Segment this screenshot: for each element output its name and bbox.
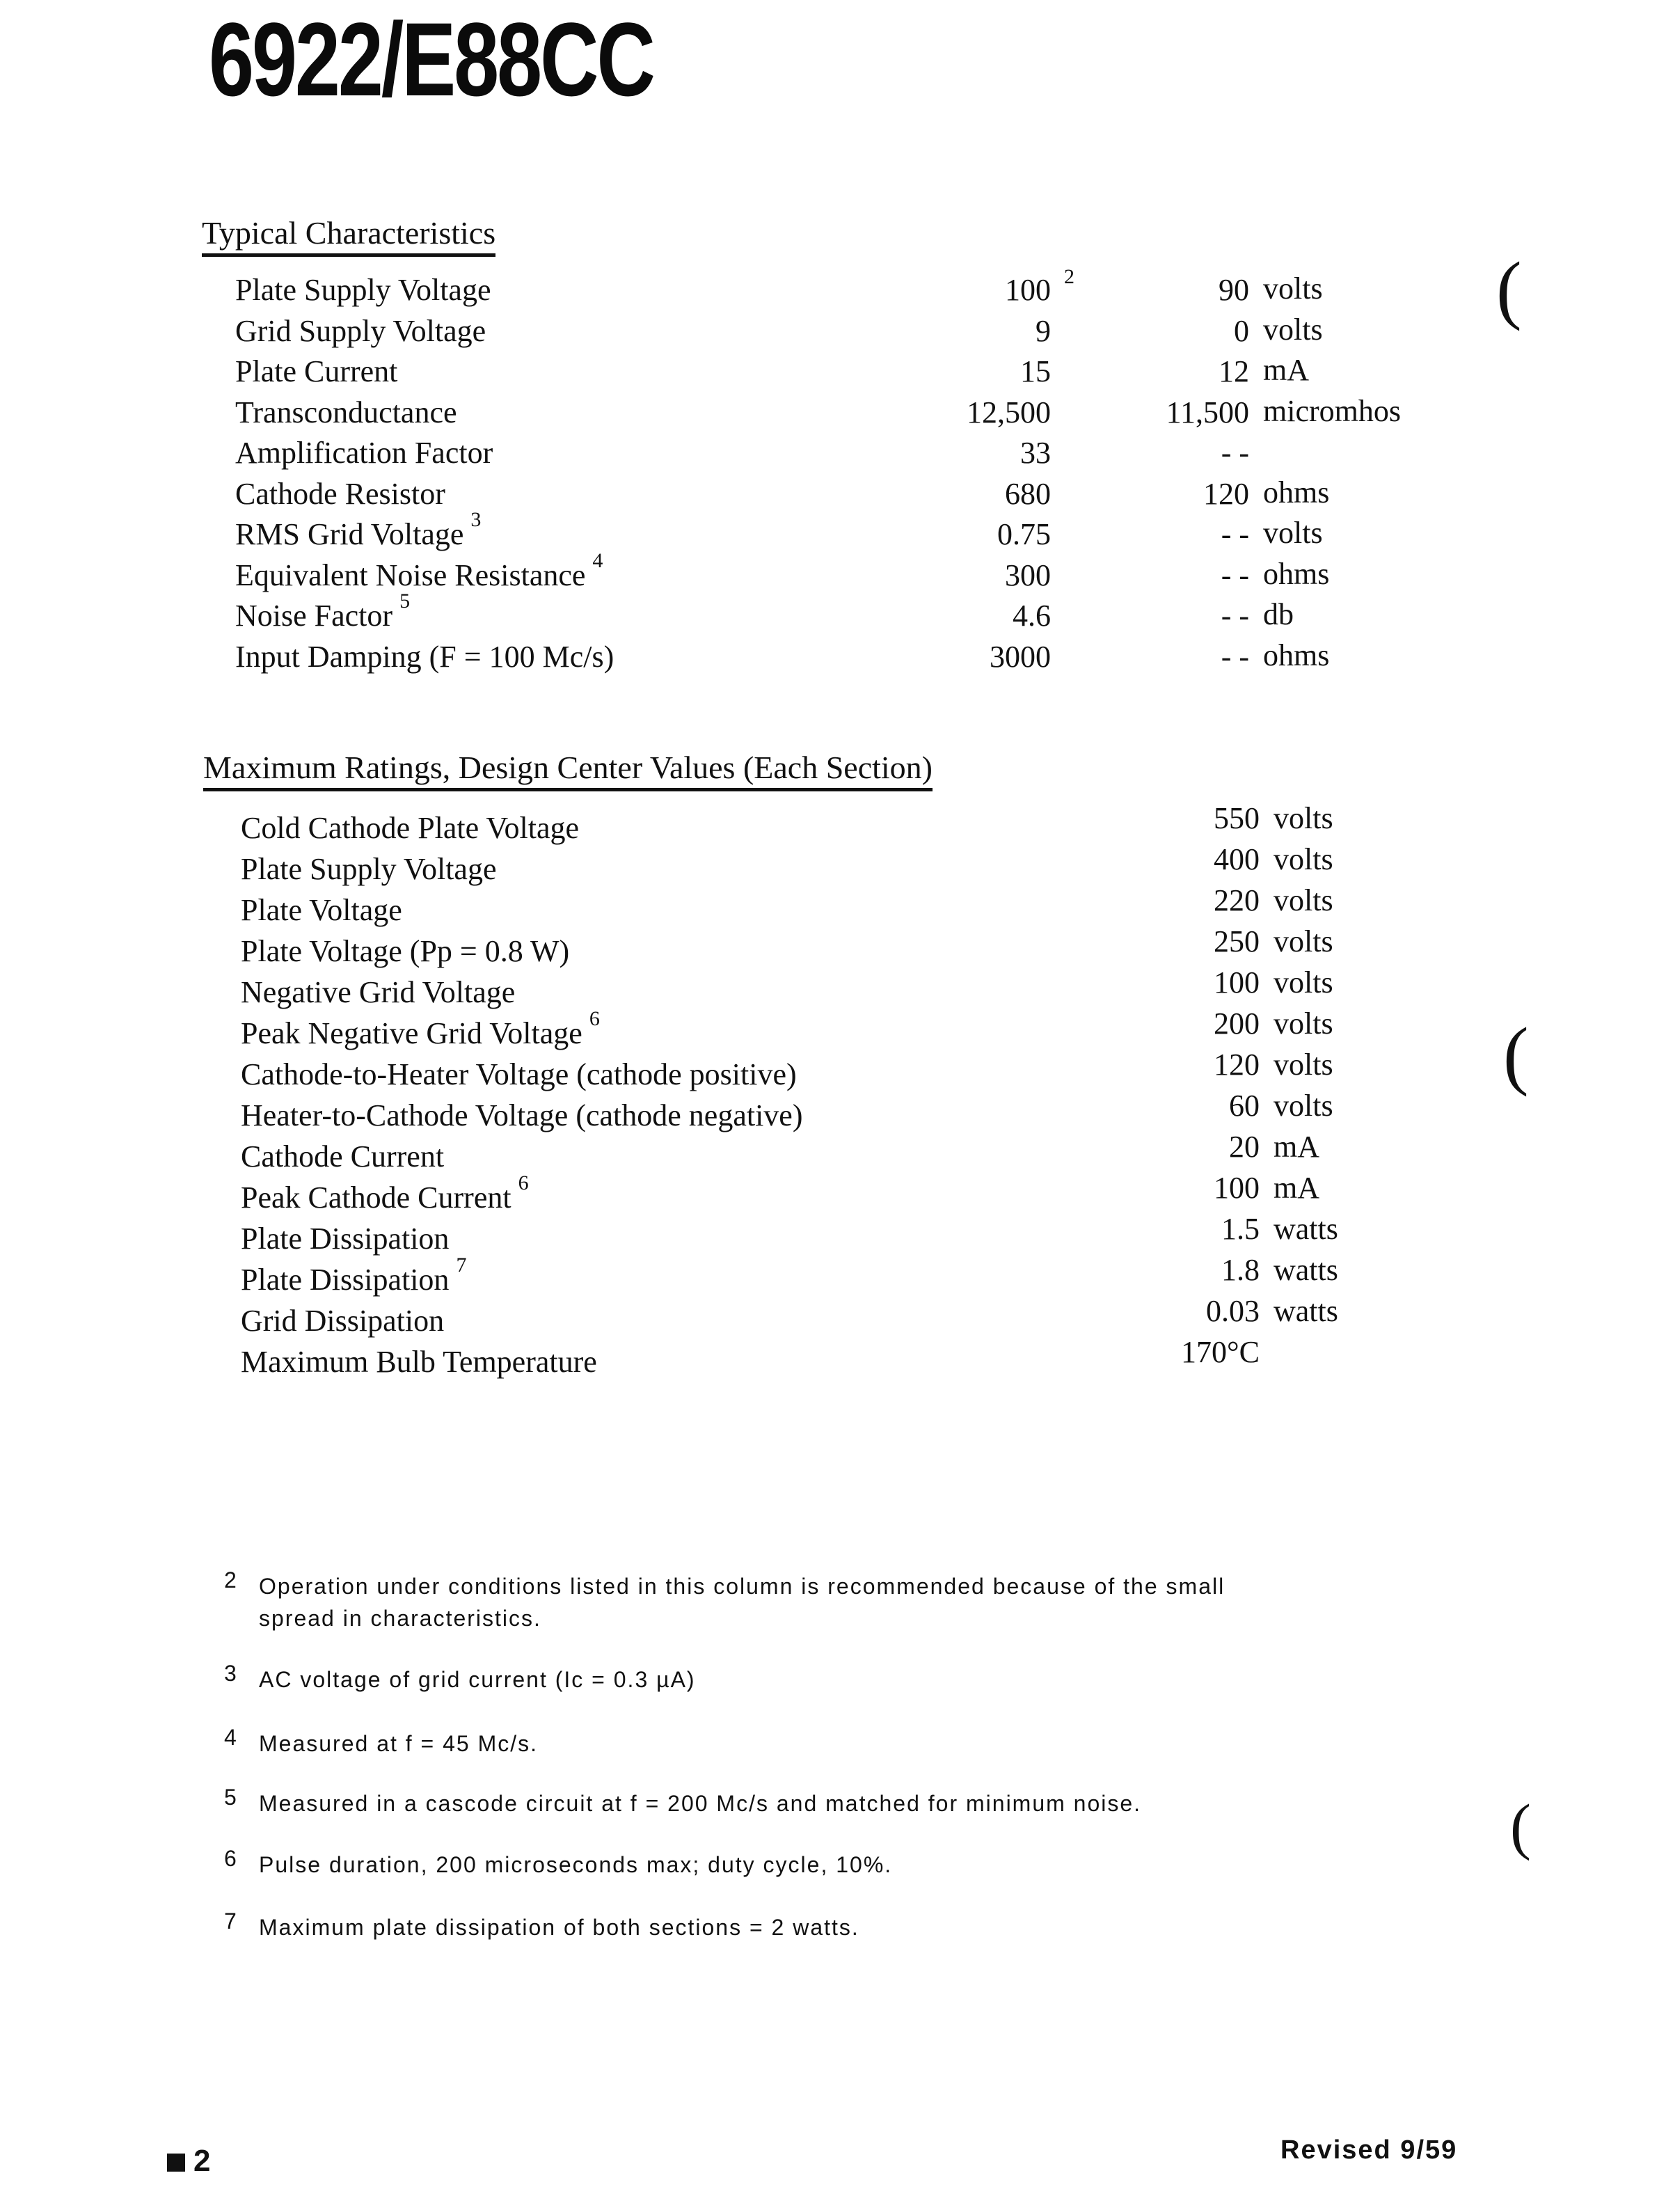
maximum-row-label-text: Negative Grid Voltage: [241, 975, 516, 1009]
typical-row-value-col2: 11,500: [1166, 395, 1249, 429]
typical-row-label-text: Grid Supply Voltage: [235, 313, 486, 348]
maximum-row-unit: mA: [1274, 1130, 1319, 1164]
typical-row-value-col2: 120: [1203, 476, 1249, 511]
maximum-row-unit: volts: [1274, 801, 1333, 835]
footnote-text: [259, 1728, 1470, 1760]
footnote-line: Measured at f = 45 Mc/s.: [259, 1731, 539, 1756]
maximum-row-label-text: Heater-to-Cathode Voltage (cathode negative): [241, 1098, 803, 1132]
footnote-line: Measured in a cascode circuit at f = 200 Mc/s and matched for minimum noise.: [259, 1791, 1142, 1816]
typical-row-value-col1-text: 12,500: [967, 395, 1051, 429]
typical-row-label-text: Noise Factor: [235, 599, 393, 633]
typical-row-unit: ohms: [1263, 638, 1330, 672]
maximum-row-value: 20: [1229, 1130, 1260, 1164]
typical-row-label: [235, 590, 411, 633]
maximum-row-label-text: Plate Dissipation: [241, 1263, 450, 1297]
maximum-row-value: 170°C: [1181, 1335, 1260, 1369]
maximum-row-value: 100: [1214, 1171, 1260, 1205]
typical-row-value-col2: - -: [1221, 599, 1249, 633]
typical-row-label: [235, 275, 491, 306]
maximum-row-label: [241, 854, 497, 885]
margin-mark: (: [1503, 1012, 1529, 1097]
typical-row-value-col2: - -: [1221, 436, 1249, 470]
maximum-row-unit: watts: [1274, 1212, 1338, 1246]
typical-row-label-text: Input Damping (F = 100 Mc/s): [235, 639, 614, 674]
typical-row-label-text: Transconductance: [235, 395, 457, 429]
typical-row-unit: volts: [1263, 312, 1323, 347]
maximum-row-value: 550: [1214, 801, 1260, 835]
typical-row-label: [235, 508, 482, 551]
typical-row-value-col1-text: 15: [1020, 354, 1051, 388]
footnote-number: 7: [224, 1909, 237, 1934]
maximum-ratings-heading: Maximum Ratings, Design Center Values (Each Section): [203, 752, 933, 791]
typical-row-unit: ohms: [1263, 556, 1330, 591]
footnote-ref: 3: [470, 508, 482, 531]
typical-row-value-col2: - -: [1221, 558, 1249, 592]
footnote-text: [259, 1911, 1470, 1943]
footnote-line: Pulse duration, 200 microseconds max; duty cycle, 10%.: [259, 1852, 893, 1877]
page-number-text: 2: [193, 2144, 211, 2178]
typical-row-unit: mA: [1263, 353, 1309, 387]
maximum-row-unit: volts: [1274, 965, 1333, 1000]
maximum-row-value: 120: [1214, 1048, 1260, 1082]
typical-row-value-col2: 90: [1219, 273, 1249, 307]
typical-row-label-text: RMS Grid Voltage: [235, 517, 464, 551]
footnote-number: 2: [224, 1567, 237, 1593]
typical-row-value-col2: 0: [1234, 313, 1249, 348]
maximum-row-label: [241, 813, 579, 844]
maximum-row-label: [241, 936, 569, 967]
margin-mark: (: [1496, 246, 1522, 331]
maximum-row-unit: volts: [1274, 1006, 1333, 1041]
typical-row-value-col1: [842, 560, 1051, 591]
footnote-line: Operation under conditions listed in this column is recommended because of the small: [259, 1574, 1225, 1599]
maximum-row-label-text: Plate Supply Voltage: [241, 852, 497, 886]
typical-row-label-text: Equivalent Noise Resistance: [235, 558, 586, 592]
maximum-row-unit: volts: [1274, 1048, 1333, 1082]
typical-row-label: [235, 356, 397, 387]
typical-row-label: [235, 476, 445, 511]
maximum-row-label-text: Peak Cathode Current: [241, 1180, 511, 1215]
typical-row-unit: volts: [1263, 516, 1323, 550]
maximum-row-label: [241, 1007, 600, 1050]
typical-row-value-col1: [842, 265, 1074, 307]
typical-row-value-col1-text: 680: [1005, 476, 1051, 511]
maximum-row-label-text: Cathode-to-Heater Voltage (cathode positive): [241, 1057, 797, 1091]
maximum-row-value: 0.03: [1206, 1294, 1260, 1328]
typical-row-label-text: Plate Current: [235, 354, 398, 388]
footnote-ref: 2: [1064, 265, 1074, 288]
typical-row-label: [235, 397, 457, 428]
maximum-row-label: [241, 1100, 803, 1131]
revision-date: Revised 9/59: [1280, 2135, 1458, 2165]
typical-row-value-col1: [842, 397, 1051, 428]
maximum-row-label-text: Grid Dissipation: [241, 1304, 445, 1338]
typical-row-unit: micromhos: [1263, 393, 1401, 428]
footnote-number: 6: [224, 1846, 237, 1871]
typical-row-label-text: Plate Supply Voltage: [235, 273, 491, 307]
footnote-ref: 6: [518, 1171, 529, 1194]
typical-row-label-text: Cathode Resistor: [235, 476, 445, 511]
maximum-row-label-text: Plate Voltage (Pp = 0.8 W): [241, 934, 570, 968]
maximum-row-label: [241, 977, 515, 1008]
typical-row-value-col1: [842, 476, 1051, 511]
footnote-line: Maximum plate dissipation of both sections = 2 watts.: [259, 1915, 859, 1940]
typical-row-label-text: Amplification Factor: [235, 436, 493, 470]
maximum-row-label: [241, 1141, 444, 1172]
typical-row-unit: db: [1263, 597, 1294, 631]
footnote-text: [259, 1787, 1470, 1819]
maximum-row-label: [241, 1254, 467, 1297]
maximum-row-label: [241, 1306, 444, 1336]
maximum-row-value: 200: [1214, 1006, 1260, 1041]
typical-row-value-col1-text: 0.75: [997, 517, 1051, 551]
typical-row-value-col1: [842, 313, 1051, 348]
maximum-row-value: 220: [1214, 883, 1260, 917]
maximum-row-unit: volts: [1274, 1089, 1333, 1123]
typical-row-value-col1-text: 9: [1036, 313, 1051, 348]
typical-row-value-col1-text: 100: [1005, 273, 1051, 307]
typical-row-unit: volts: [1263, 271, 1323, 306]
maximum-row-label-text: Plate Voltage: [241, 893, 402, 927]
footnote-number: 3: [224, 1661, 237, 1686]
maximum-row-value: 1.5: [1221, 1212, 1260, 1246]
footnote-line: spread in characteristics.: [259, 1606, 541, 1632]
maximum-row-value: 100: [1214, 965, 1260, 1000]
footnote-line: AC voltage of grid current (Ic = 0.3 µA): [259, 1667, 696, 1692]
document-title: 6922/E88CC: [209, 1, 653, 118]
footnote-number: 5: [224, 1785, 237, 1810]
footnote-ref: 5: [399, 590, 411, 613]
maximum-row-unit: volts: [1274, 924, 1333, 958]
footnote-text: [259, 1849, 1470, 1881]
typical-row-value-col1-text: 4.6: [1013, 599, 1051, 633]
typical-row-label: [235, 639, 614, 674]
typical-row-value-col1-text: 3000: [990, 639, 1051, 674]
typical-row-value-col1: [842, 356, 1051, 387]
square-bullet-icon: [167, 2154, 185, 2172]
typical-row-value-col1: [842, 519, 1051, 550]
margin-mark: (: [1510, 1792, 1531, 1861]
maximum-row-label-text: Plate Dissipation: [241, 1222, 450, 1256]
maximum-row-unit: mA: [1274, 1171, 1319, 1205]
maximum-row-label: [241, 1347, 597, 1377]
typical-characteristics-heading: Typical Characteristics: [202, 217, 495, 257]
maximum-row-label: [241, 1059, 797, 1090]
maximum-row-label-text: Peak Negative Grid Voltage: [241, 1016, 582, 1050]
maximum-row-unit: volts: [1274, 842, 1333, 876]
typical-row-value-col2: 12: [1219, 354, 1249, 388]
maximum-row-label: [241, 1171, 529, 1215]
maximum-row-value: 400: [1214, 842, 1260, 876]
typical-row-value-col1: [842, 438, 1051, 468]
typical-row-unit: ohms: [1263, 475, 1330, 509]
typical-row-value-col2: - -: [1221, 517, 1249, 551]
typical-row-label: [235, 313, 486, 348]
maximum-row-label: [241, 1224, 449, 1254]
footnote-ref: 7: [456, 1254, 467, 1277]
maximum-row-label-text: Cold Cathode Plate Voltage: [241, 811, 579, 845]
maximum-row-unit: volts: [1274, 883, 1333, 917]
typical-row-value-col1-text: 300: [1005, 558, 1051, 592]
footnote-text: [259, 1570, 1470, 1635]
footnote-ref: 4: [592, 548, 603, 572]
typical-row-value-col1: [842, 639, 1051, 674]
maximum-row-label-text: Maximum Bulb Temperature: [241, 1345, 597, 1379]
typical-row-label: [235, 438, 493, 468]
typical-row-value-col1: [842, 601, 1051, 631]
maximum-row-value: 250: [1214, 924, 1260, 958]
footnote-number: 4: [224, 1725, 237, 1750]
typical-row-label: [235, 548, 603, 592]
maximum-row-unit: watts: [1274, 1253, 1338, 1287]
footnote-ref: 6: [589, 1007, 600, 1030]
footnote-text: [259, 1664, 1470, 1696]
maximum-row-label-text: Cathode Current: [241, 1139, 445, 1174]
page-number: [167, 2144, 210, 2179]
typical-row-value-col2: - -: [1221, 639, 1249, 674]
maximum-row-label: [241, 895, 402, 926]
maximum-row-value: 1.8: [1221, 1253, 1260, 1287]
maximum-row-value: 60: [1229, 1089, 1260, 1123]
maximum-row-unit: watts: [1274, 1294, 1338, 1328]
typical-row-value-col1-text: 33: [1020, 436, 1051, 470]
